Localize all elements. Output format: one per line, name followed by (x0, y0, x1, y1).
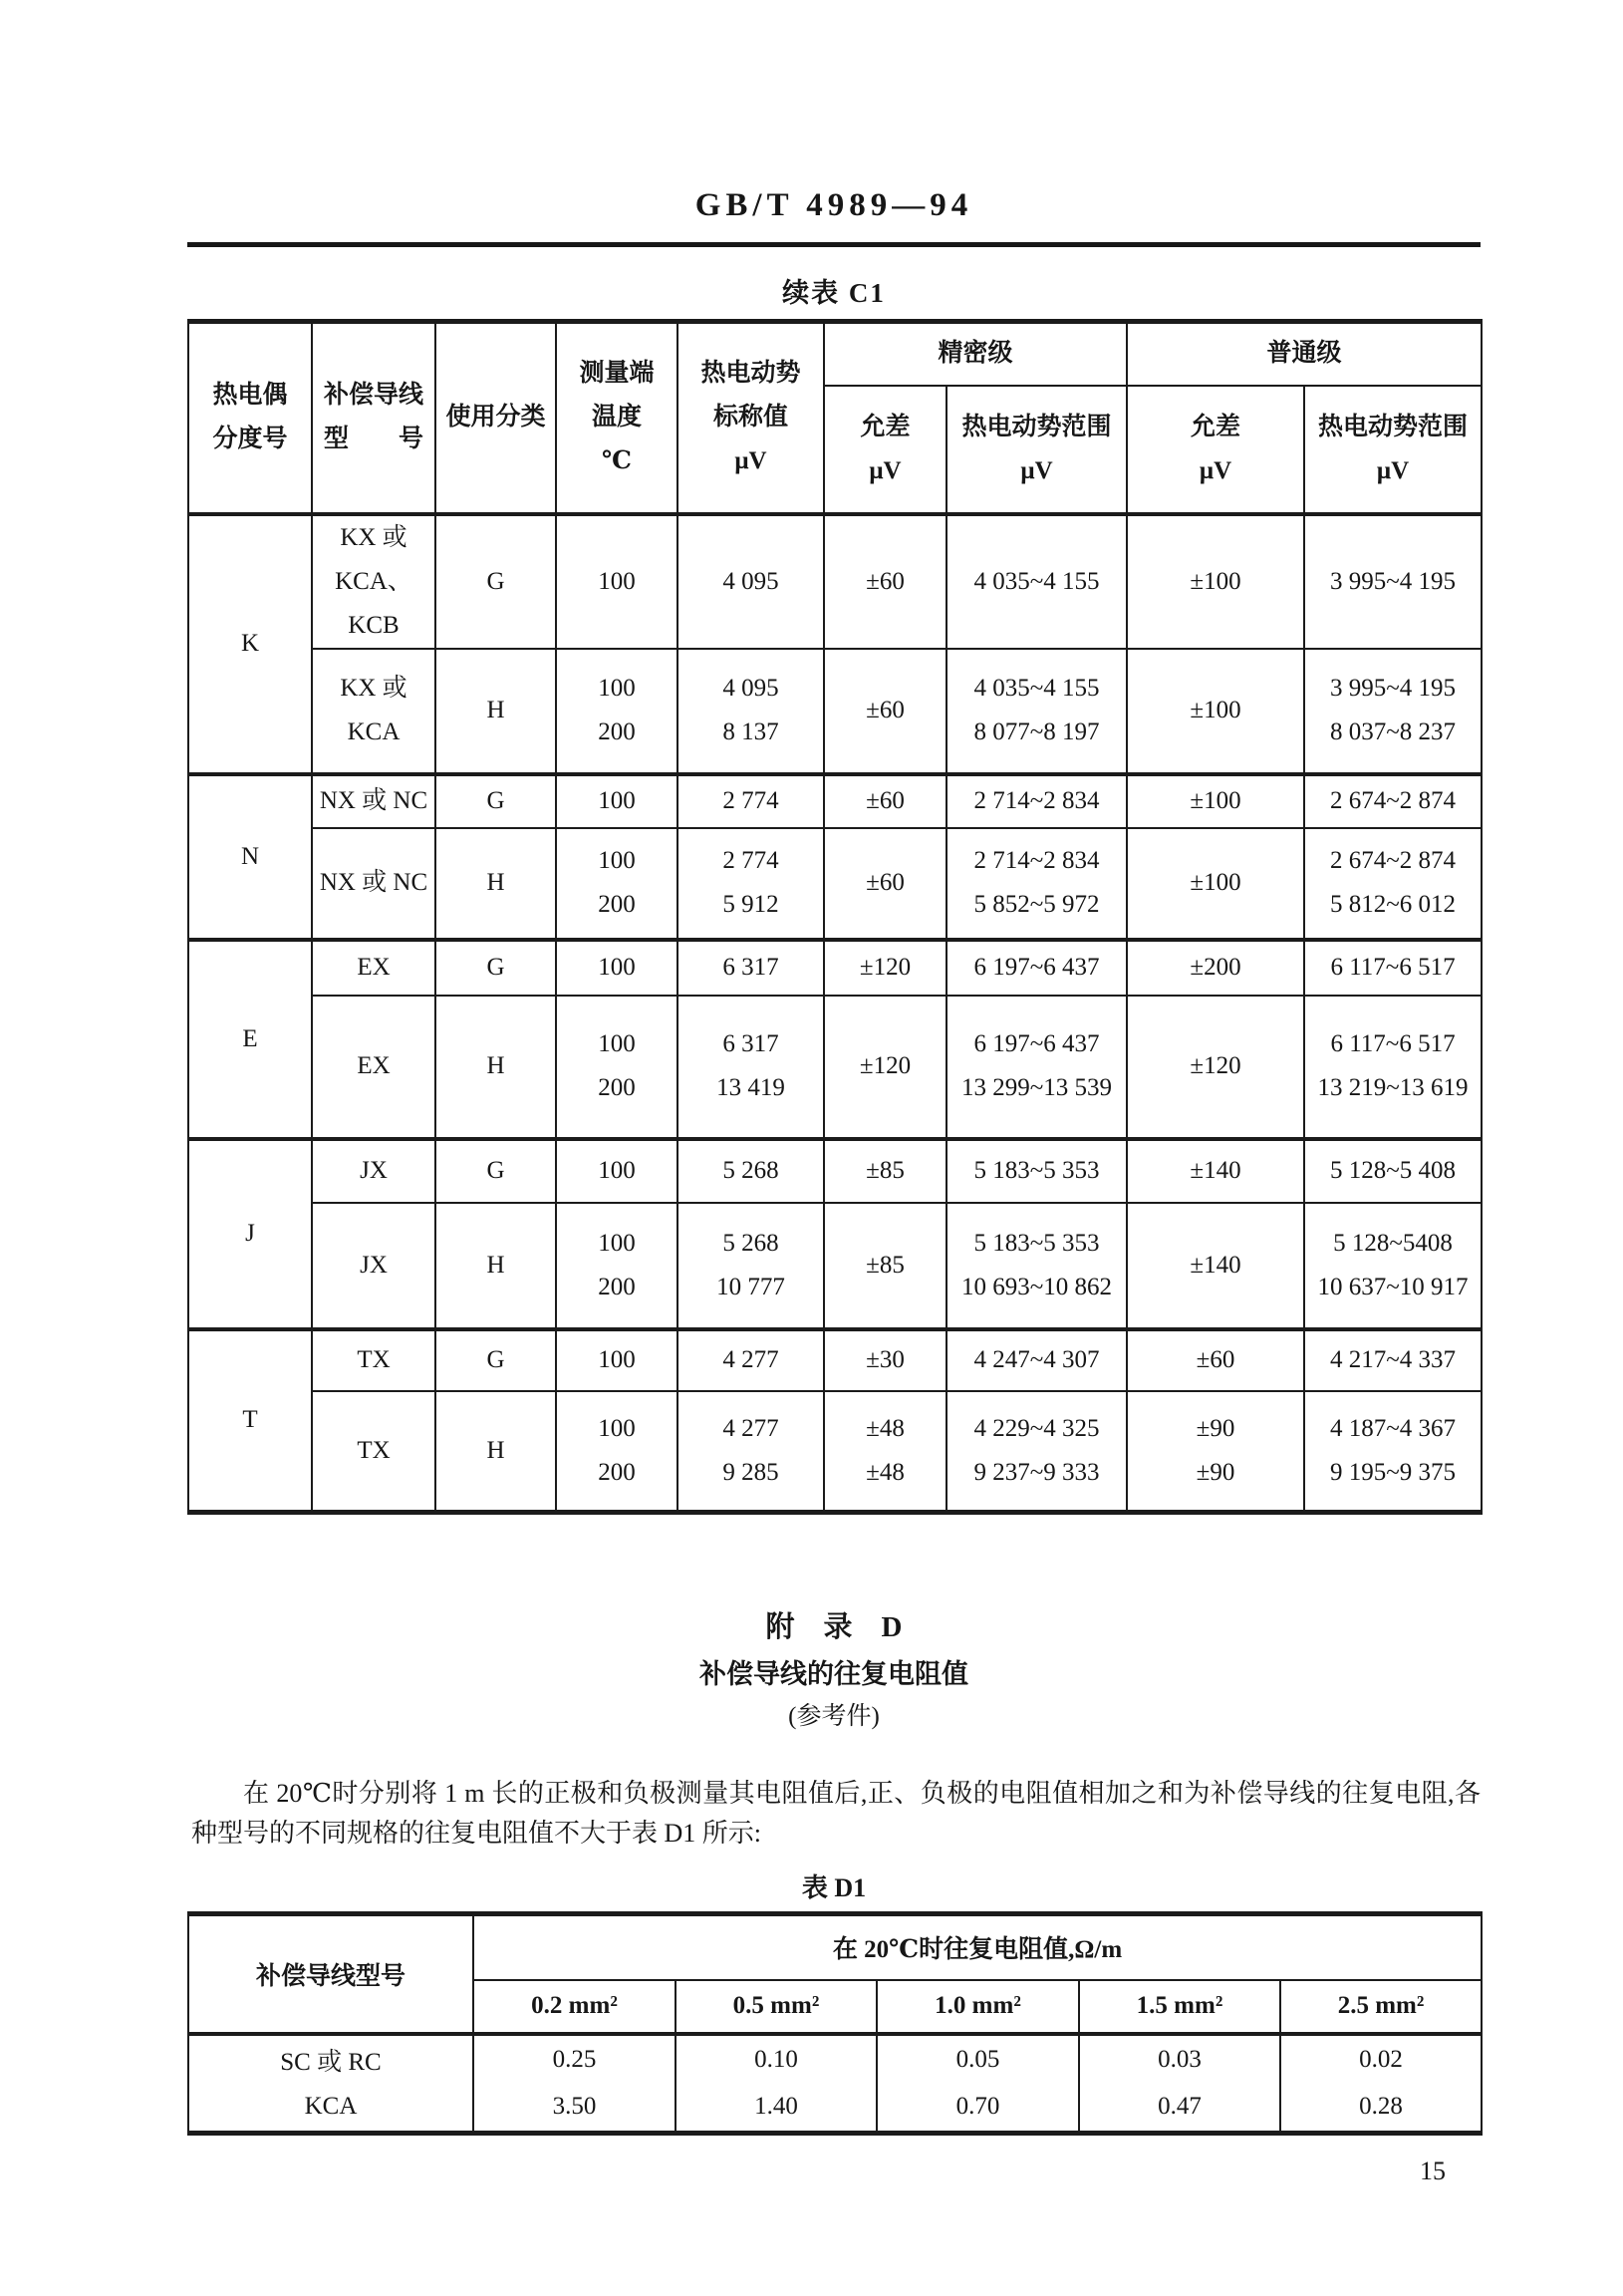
cell-line: 200 (598, 1458, 636, 1486)
cell-line: 13 219~13 619 (1317, 1074, 1469, 1101)
c1-header-usage-class: 使用分类 (435, 322, 556, 514)
c1-row-N-G (188, 774, 1482, 828)
cell-emf: 6 317 (677, 940, 824, 996)
group-label-N: N (188, 774, 312, 940)
cell-model: NX 或 NC (312, 828, 435, 940)
header-line: 允差 (860, 413, 911, 440)
cell-model: TX (312, 1391, 435, 1513)
c1-header-ordinary-grade: 普通级 (1127, 322, 1482, 386)
c1-row-K-H (188, 649, 1482, 774)
cell-o-range (1304, 1203, 1482, 1329)
cell-line: 13 419 (716, 1074, 785, 1101)
cell-line: 5 128~5408 (1333, 1229, 1453, 1257)
c1-header-precision-tolerance (824, 386, 947, 514)
cell-line: 9 195~9 375 (1330, 1458, 1457, 1486)
cell-o-range: 2 674~2 874 (1304, 774, 1482, 828)
cell-line: 100 (598, 1030, 636, 1057)
header-line: 热电动势范围 (1318, 413, 1469, 440)
c1-header-wire-model (312, 322, 435, 514)
cell-value: 0.10 (676, 2034, 877, 2084)
cell-p-range (947, 828, 1127, 940)
cell-o-tol: ±120 (1127, 996, 1304, 1139)
cell-o-range (1304, 649, 1482, 774)
cell-class: G (435, 774, 556, 828)
cell-line: 3 995~4 195 (1330, 675, 1457, 702)
cell-line: 5 852~5 972 (973, 891, 1100, 918)
header-line: μV (1376, 456, 1410, 484)
cell-temp: 100 (556, 1329, 677, 1391)
c1-row-E-H (188, 996, 1482, 1139)
cell-p-range: 4 247~4 307 (947, 1329, 1127, 1391)
header-line: 标称值 (712, 404, 788, 431)
c1-header-ordinary-range (1304, 386, 1482, 514)
cell-line: 5 912 (722, 891, 779, 918)
cell-emf: 5 268 (677, 1139, 824, 1203)
cell-line: 4 229~4 325 (973, 1414, 1100, 1442)
group-label-K: K (188, 514, 312, 774)
cell-p-range (947, 1203, 1127, 1329)
cell-line: 100 (598, 1414, 636, 1442)
cell-line: 10 777 (716, 1273, 785, 1300)
cell-temp (556, 1203, 677, 1329)
cell-line: 200 (598, 891, 636, 918)
header-line: 热电动势范围 (961, 413, 1112, 440)
appendix-d-note: (参考件) (788, 1703, 880, 1730)
cell-o-range: 6 117~6 517 (1304, 940, 1482, 996)
c1-header-emf-nominal (677, 322, 824, 514)
c1-row-T-H (188, 1391, 1482, 1513)
c1-header-precision-range (947, 386, 1127, 514)
d1-row-sc-rc (188, 2034, 1482, 2084)
cell-p-range: 2 714~2 834 (947, 774, 1127, 828)
cell-line: KX 或 (340, 675, 407, 702)
cell-o-tol: ±140 (1127, 1203, 1304, 1329)
cell-p-tol: ±120 (824, 996, 947, 1139)
group-label-E: E (188, 940, 312, 1139)
cell-model: JX (312, 1139, 435, 1203)
cell-line: 100 (598, 1229, 636, 1257)
cell-value: 0.25 (473, 2034, 676, 2084)
cell-line: KX 或 (340, 523, 407, 551)
cell-emf: 2 774 (677, 774, 824, 828)
d1-size-col: 0.5 mm² (676, 1980, 877, 2034)
cell-line: 100 (598, 675, 636, 702)
cell-emf (677, 1391, 824, 1513)
cell-line: 2 774 (722, 847, 779, 874)
cell-p-range (947, 996, 1127, 1139)
cell-p-tol: ±85 (824, 1203, 947, 1329)
cell-line: 200 (598, 1074, 636, 1101)
cell-line: 200 (598, 1273, 636, 1300)
cell-line: 5 812~6 012 (1330, 891, 1457, 918)
cell-p-tol: ±30 (824, 1329, 947, 1391)
c1-row-N-H (188, 828, 1482, 940)
c1-row-K-G (188, 514, 1482, 649)
appendix-d-title: 附 录 D (765, 1611, 903, 1643)
cell-line: 8 077~8 197 (973, 718, 1100, 745)
cell-p-range: 5 183~5 353 (947, 1139, 1127, 1203)
header-line: 型 号 (323, 426, 423, 453)
cell-p-tol: ±120 (824, 940, 947, 996)
standard-number: GB/T 4989—94 (694, 187, 973, 223)
cell-temp (556, 828, 677, 940)
cell-o-range: 3 995~4 195 (1304, 514, 1482, 649)
header-line: μV (869, 456, 902, 484)
d1-header-resistance: 在 20℃时往复电阻值,Ω/m (473, 1914, 1482, 1980)
cell-line: 6 197~6 437 (973, 1030, 1100, 1057)
cell-model: EX (312, 940, 435, 996)
cell-line: 4 187~4 367 (1330, 1414, 1457, 1442)
cell-class: H (435, 649, 556, 774)
cell-o-tol (1127, 1391, 1304, 1513)
cell-class: H (435, 1391, 556, 1513)
cell-line: 9 285 (722, 1458, 779, 1486)
cell-temp: 100 (556, 514, 677, 649)
appendix-d-subtitle: 补偿导线的往复电阻值 (699, 1659, 968, 1689)
cell-line: ±48 (866, 1414, 905, 1442)
c1-row-T-G (188, 1329, 1482, 1391)
cell-line: 200 (598, 718, 636, 745)
cell-line: 8 037~8 237 (1330, 718, 1457, 745)
cell-line: KCA (347, 718, 401, 745)
cell-o-range: 4 217~4 337 (1304, 1329, 1482, 1391)
cell-o-tol: ±100 (1127, 828, 1304, 940)
d1-size-col: 2.5 mm² (1280, 1980, 1482, 2034)
cell-emf (677, 1203, 824, 1329)
cell-p-tol: ±60 (824, 649, 947, 774)
cell-line: 100 (598, 847, 636, 874)
cell-o-range: 5 128~5 408 (1304, 1139, 1482, 1203)
cell-model: KCA (188, 2084, 473, 2134)
cell-o-tol: ±100 (1127, 774, 1304, 828)
header-line: 允差 (1191, 413, 1241, 440)
cell-line: KCB (348, 611, 400, 639)
group-label-T: T (188, 1329, 312, 1513)
cell-o-tol: ±100 (1127, 514, 1304, 649)
c1-row-J-G (188, 1139, 1482, 1203)
page-number: 15 (1420, 2156, 1446, 2185)
cell-p-tol: ±60 (824, 828, 947, 940)
appendix-d-paragraph: 在 20℃时分别将 1 m 长的正极和负极测量其电阻值后,正、负极的电阻值相加之和为补偿导线的往复电阻,各种型号的不同规格的往复电阻值不大于表 D1 所示: (191, 1779, 1481, 1848)
cell-line: 13 299~13 539 (960, 1074, 1113, 1101)
d1-size-col: 0.2 mm² (473, 1980, 676, 2034)
cell-line: ±90 (1196, 1414, 1235, 1442)
cell-line: 10 637~10 917 (1317, 1273, 1469, 1300)
cell-value: 0.02 (1280, 2034, 1482, 2084)
header-line: 热电偶 (212, 382, 288, 410)
cell-line: 4 035~4 155 (973, 675, 1100, 702)
cell-o-tol: ±100 (1127, 649, 1304, 774)
cell-line: KCA、 (335, 567, 412, 595)
cell-value: 0.03 (1079, 2034, 1280, 2084)
cell-model: EX (312, 996, 435, 1139)
header-line: μV (734, 447, 767, 475)
cell-class: G (435, 514, 556, 649)
cell-p-range (947, 649, 1127, 774)
cell-line: 5 183~5 353 (973, 1229, 1100, 1257)
cell-value: 3.50 (473, 2084, 676, 2134)
d1-size-col: 1.5 mm² (1079, 1980, 1280, 2034)
cell-line: ±48 (866, 1458, 905, 1486)
cell-line: 6 317 (722, 1030, 779, 1057)
cell-line: 4 095 (722, 675, 779, 702)
cell-line: 4 277 (722, 1414, 779, 1442)
cell-line: 6 117~6 517 (1330, 1030, 1456, 1057)
cell-line: 10 693~10 862 (960, 1273, 1113, 1300)
cell-emf (677, 996, 824, 1139)
cell-class: H (435, 1203, 556, 1329)
c1-header-thermocouple (188, 322, 312, 514)
header-rule (187, 242, 1481, 247)
cell-o-tol: ±140 (1127, 1139, 1304, 1203)
cell-line: 8 137 (722, 718, 779, 745)
cell-model (312, 514, 435, 649)
cell-line: 2 674~2 874 (1330, 847, 1457, 874)
cell-class: G (435, 1139, 556, 1203)
c1-row-J-H (188, 1203, 1482, 1329)
group-label-J: J (188, 1139, 312, 1329)
cell-line: 5 268 (722, 1229, 779, 1257)
content-area (187, 0, 1481, 2296)
cell-model: SC 或 RC (188, 2034, 473, 2084)
cell-emf: 4 095 (677, 514, 824, 649)
header-line: 热电动势 (700, 360, 801, 388)
cell-model: TX (312, 1329, 435, 1391)
cell-temp (556, 649, 677, 774)
cell-value: 0.28 (1280, 2084, 1482, 2134)
d1-row-kca (188, 2084, 1482, 2134)
cell-model: JX (312, 1203, 435, 1329)
cell-value: 0.05 (877, 2034, 1079, 2084)
cell-class: H (435, 996, 556, 1139)
cell-value: 0.47 (1079, 2084, 1280, 2134)
cell-o-range (1304, 828, 1482, 940)
c1-header-ordinary-tolerance (1127, 386, 1304, 514)
cell-temp (556, 1391, 677, 1513)
d1-header-model: 补偿导线型号 (188, 1914, 473, 2034)
cell-emf (677, 649, 824, 774)
table-d1-title: 表 D1 (801, 1873, 867, 1902)
cell-class: G (435, 1329, 556, 1391)
header-line: ℃ (602, 447, 632, 475)
cell-emf: 4 277 (677, 1329, 824, 1391)
c1-row-E-G (188, 940, 1482, 996)
cell-p-tol: ±60 (824, 774, 947, 828)
c1-header-temp (556, 322, 677, 514)
c1-header-row-1 (188, 322, 1482, 386)
cell-temp: 100 (556, 774, 677, 828)
cell-class: H (435, 828, 556, 940)
cell-p-range (947, 1391, 1127, 1513)
header-line: 温度 (591, 404, 642, 431)
c1-header-precision-grade: 精密级 (824, 322, 1127, 386)
d1-size-col: 1.0 mm² (877, 1980, 1079, 2034)
cell-line: ±90 (1196, 1458, 1235, 1486)
cell-o-tol: ±200 (1127, 940, 1304, 996)
cell-temp: 100 (556, 1139, 677, 1203)
cell-temp: 100 (556, 940, 677, 996)
header-line: 分度号 (212, 426, 288, 453)
cell-p-range: 6 197~6 437 (947, 940, 1127, 996)
cell-p-tol: ±85 (824, 1139, 947, 1203)
cell-o-range (1304, 1391, 1482, 1513)
cell-p-range: 4 035~4 155 (947, 514, 1127, 649)
header-line: 补偿导线 (323, 382, 423, 410)
header-line: μV (1020, 456, 1053, 484)
cell-value: 0.70 (877, 2084, 1079, 2134)
cell-model (312, 649, 435, 774)
cell-temp (556, 996, 677, 1139)
table-d1 (187, 1911, 1483, 2136)
d1-header-row-1 (188, 1914, 1482, 1980)
cell-p-tol (824, 1391, 947, 1513)
cell-value: 1.40 (676, 2084, 877, 2134)
header-line: 测量端 (579, 360, 655, 388)
table-c1-title: 续表 C1 (782, 278, 886, 308)
header-line: μV (1199, 456, 1232, 484)
cell-line: 9 237~9 333 (973, 1458, 1100, 1486)
cell-line: 2 714~2 834 (973, 847, 1100, 874)
cell-o-tol: ±60 (1127, 1329, 1304, 1391)
cell-emf (677, 828, 824, 940)
cell-model: NX 或 NC (312, 774, 435, 828)
cell-o-range (1304, 996, 1482, 1139)
table-c1 (187, 319, 1483, 1515)
cell-p-tol: ±60 (824, 514, 947, 649)
cell-class: G (435, 940, 556, 996)
